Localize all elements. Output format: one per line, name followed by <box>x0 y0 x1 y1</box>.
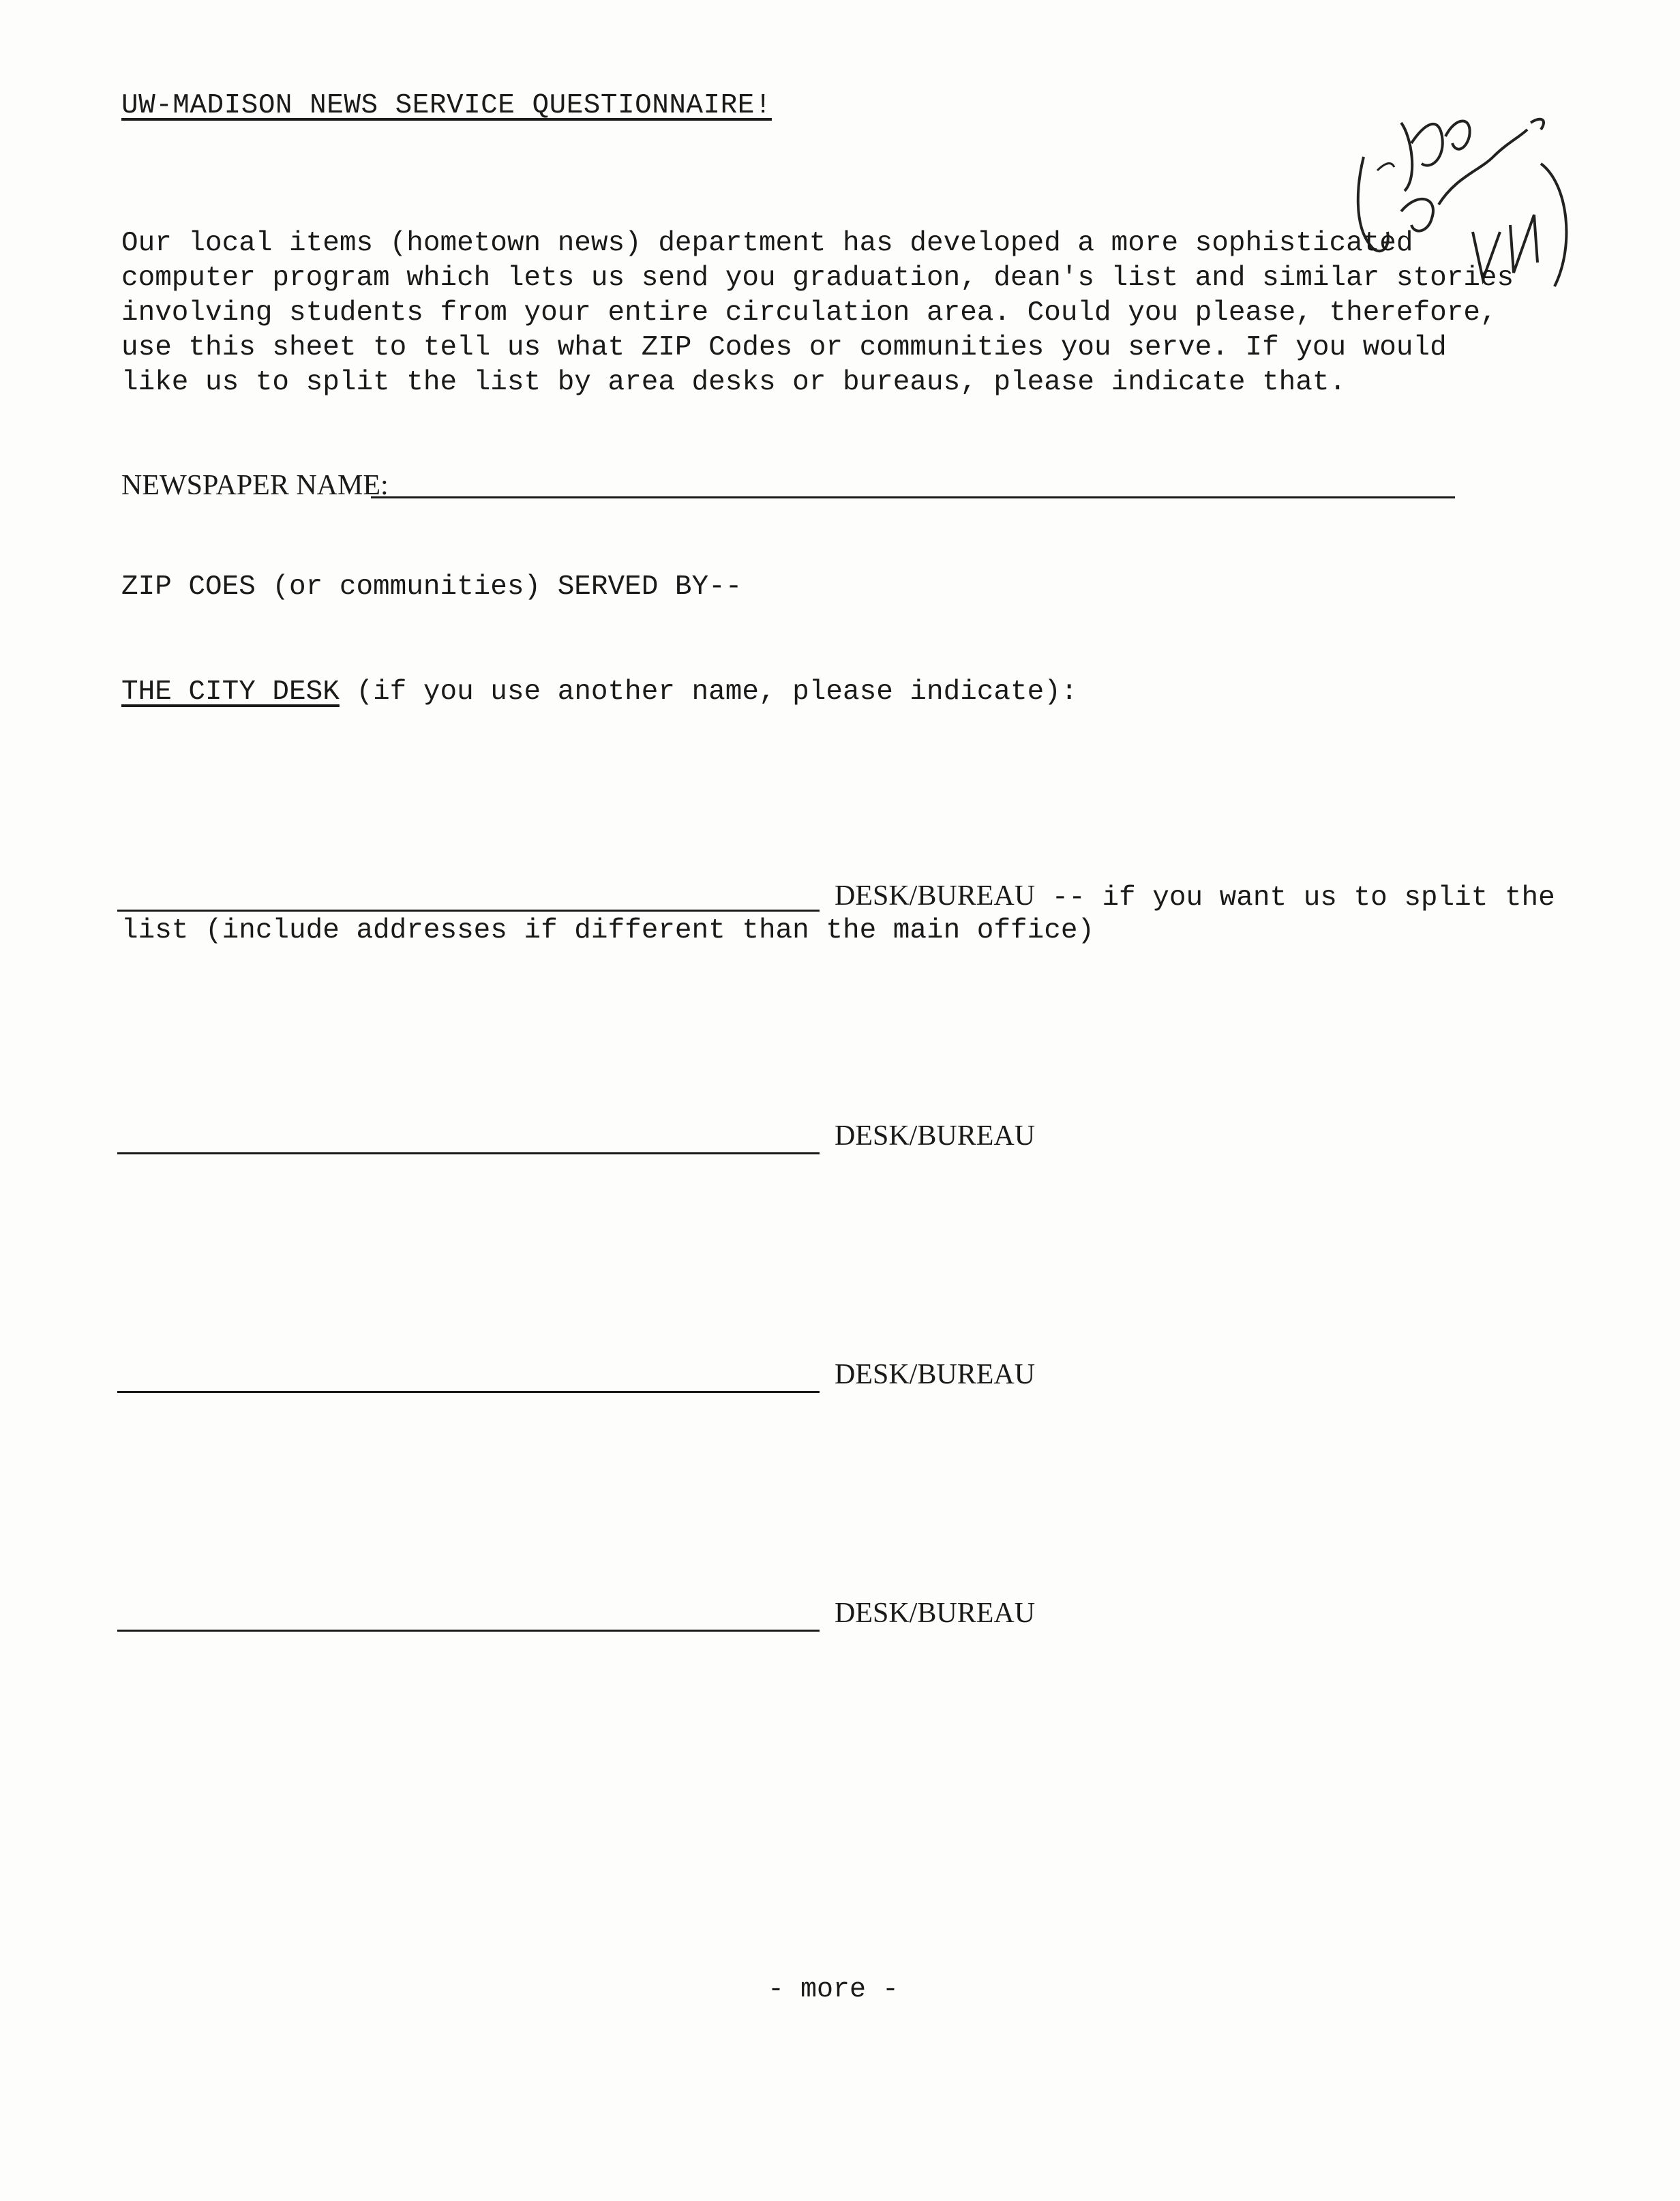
desk-bureau-label-2: DESK/BUREAU <box>835 1120 1036 1152</box>
intro-paragraph <box>121 226 1546 400</box>
desk-bureau-row-1 <box>835 880 1555 914</box>
split-note: -- if you want us to split the <box>1035 882 1555 914</box>
intro-line: like us to split the list by area desks or bureaus, please indicate that. <box>121 367 1347 398</box>
newspaper-name-label: NEWSPAPER NAME: <box>121 470 389 501</box>
city-desk-heading <box>121 676 1077 708</box>
city-desk-label: THE CITY DESK <box>121 676 340 708</box>
desk-bureau-field-4[interactable] <box>117 1630 820 1632</box>
intro-line: Our local items (hometown news) department has developed a more sophisticated <box>121 228 1413 259</box>
city-desk-note: (if you use another name, please indicate): <box>339 676 1078 708</box>
zip-codes-label: ZIP COES (or communities) SERVED BY-- <box>121 571 742 603</box>
desk-bureau-field-1[interactable] <box>117 910 820 912</box>
desk-bureau-field-3[interactable] <box>117 1391 820 1393</box>
split-note-continued: list (include addresses if different than the main office) <box>121 915 1095 946</box>
intro-line: computer program which lets us send you graduation, dean's list and similar stories <box>121 263 1514 294</box>
page-title: UW-MADISON NEWS SERVICE QUESTIONNAIRE! <box>121 90 772 121</box>
desk-bureau-label-3: DESK/BUREAU <box>835 1359 1036 1390</box>
intro-line: involving students from your entire circulation area. Could you please, therefore, <box>121 297 1497 329</box>
more-footer: - more - <box>768 1975 899 2005</box>
newspaper-name-field[interactable] <box>371 496 1455 498</box>
desk-bureau-label: DESK/BUREAU <box>835 880 1036 912</box>
intro-line: use this sheet to tell us what ZIP Codes or communities you serve. If you would <box>121 332 1447 363</box>
desk-bureau-field-2[interactable] <box>117 1152 820 1154</box>
desk-bureau-label-4: DESK/BUREAU <box>835 1598 1036 1629</box>
